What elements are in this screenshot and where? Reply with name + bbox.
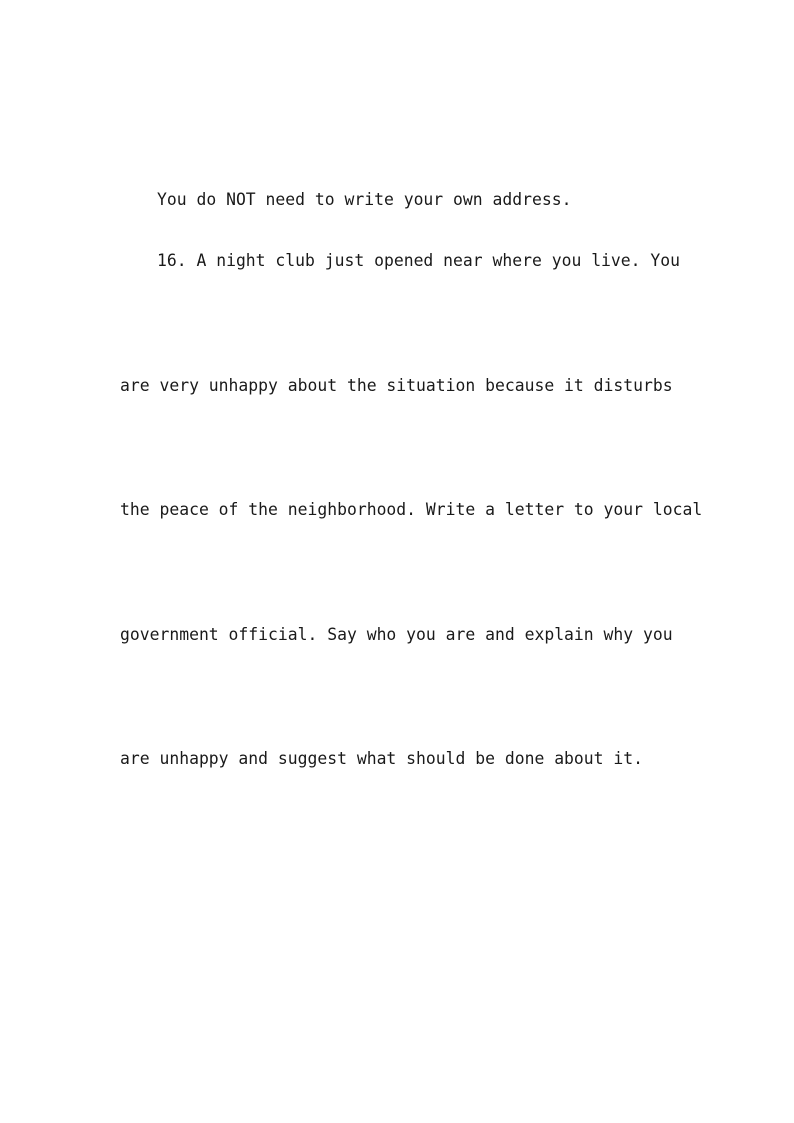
question-paragraph	[120, 157, 703, 863]
question-line-1: 16. A night club just opened near where you live. You	[157, 251, 681, 270]
question-line-3: the peace of the neighborhood. Write a letter to your local	[120, 500, 703, 519]
question-line-2: are very unhappy about the situation because it disturbs	[120, 375, 673, 395]
question-line-4: government official. Say who you are and explain why you	[120, 624, 673, 644]
intro-line: You do NOT need to write your own address.	[157, 190, 572, 209]
question-line-5: are unhappy and suggest what should be done about it.	[120, 749, 644, 768]
